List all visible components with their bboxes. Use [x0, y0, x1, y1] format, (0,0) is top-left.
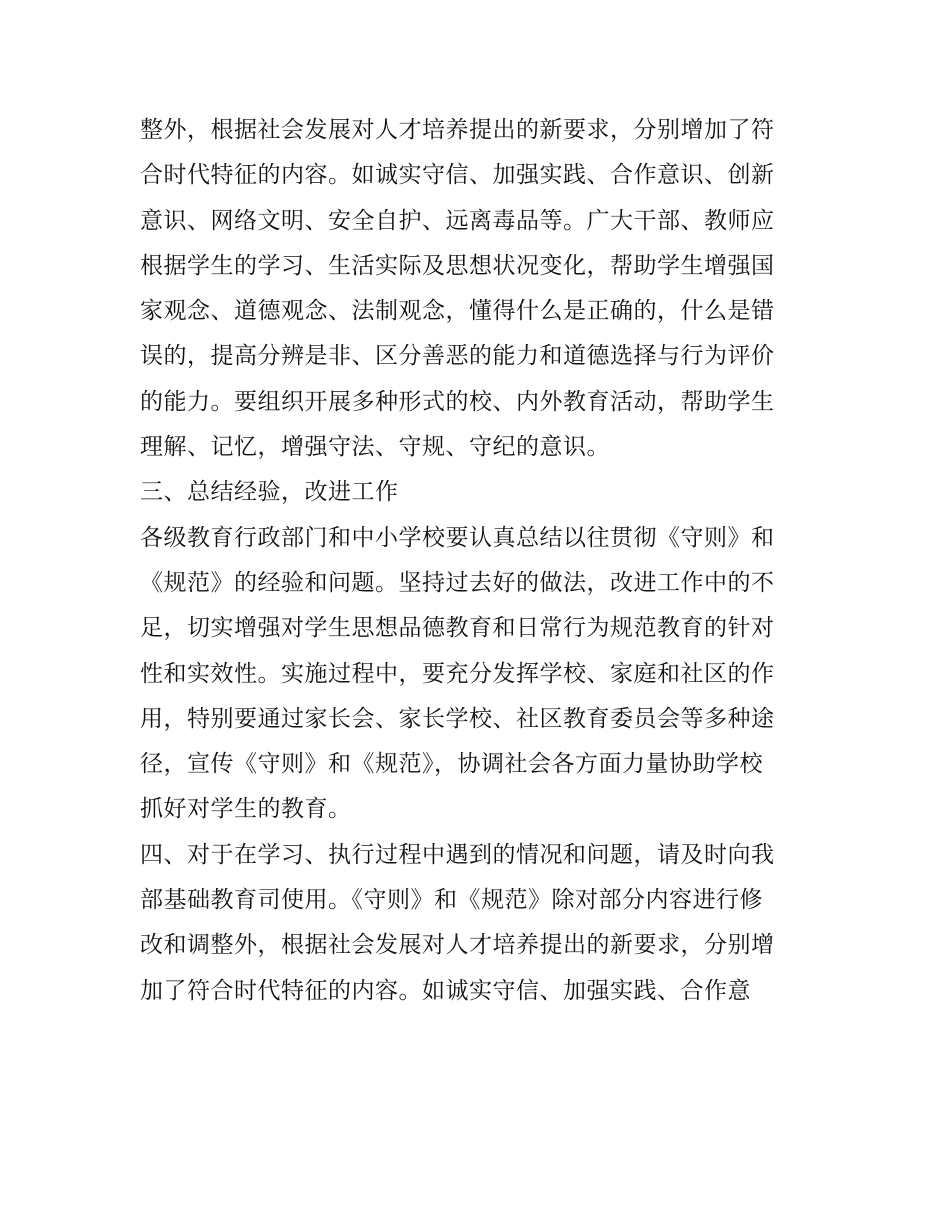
body-text: [140, 108, 820, 1014]
text-line: 合时代特征的内容。如诚实守信、加强实践、合作意识、创新: [140, 162, 775, 189]
text-line: 《规范》的经验和问题。坚持过去好的做法，改进工作中的不: [140, 569, 775, 596]
text-line: 的能力。要组织开展多种形式的校、内外教育活动，帮助学生: [140, 388, 775, 415]
text-line: 用，特别要通过家长会、家长学校、社区教育委员会等多种途: [140, 705, 775, 732]
text-line: 家观念、道德观念、法制观念，懂得什么是正确的，什么是错: [140, 298, 775, 325]
text-line: 四、对于在学习、执行过程中遇到的情况和问题，请及时向我: [140, 841, 775, 868]
text-line: 足，切实增强对学生思想品德教育和日常行为规范教育的针对: [140, 615, 775, 642]
text-line: 理解、记忆，增强守法、守规、守纪的意识。: [140, 434, 610, 461]
text-line: 性和实效性。实施过程中，要充分发挥学校、家庭和社区的作: [140, 660, 775, 687]
section-heading: 三、总结经验，改进工作: [140, 479, 399, 506]
text-line: 抓好对学生的教育。: [140, 796, 352, 823]
text-line: 各级教育行政部门和中小学校要认真总结以往贯彻《守则》和: [140, 524, 775, 551]
text-line: 加了符合时代特征的内容。如诚实守信、加强实践、合作意: [140, 977, 751, 1004]
text-line: 径，宣传《守则》和《规范》，协调社会各方面力量协助学校: [140, 751, 763, 778]
text-line: 根据学生的学习、生活实际及思想状况变化，帮助学生增强国: [140, 252, 775, 279]
text-line: 意识、网络文明、安全自护、远离毒品等。广大干部、教师应: [140, 207, 775, 234]
text-line: 改和调整外，根据社会发展对人才培养提出的新要求，分别增: [140, 932, 775, 959]
text-line: 整外，根据社会发展对人才培养提出的新要求，分别增加了符: [140, 117, 775, 143]
text-line: 误的，提高分辨是非、区分善恶的能力和道德选择与行为评价: [140, 343, 775, 370]
text-line: 部基础教育司使用。《守则》和《规范》除对部分内容进行修: [140, 887, 763, 914]
